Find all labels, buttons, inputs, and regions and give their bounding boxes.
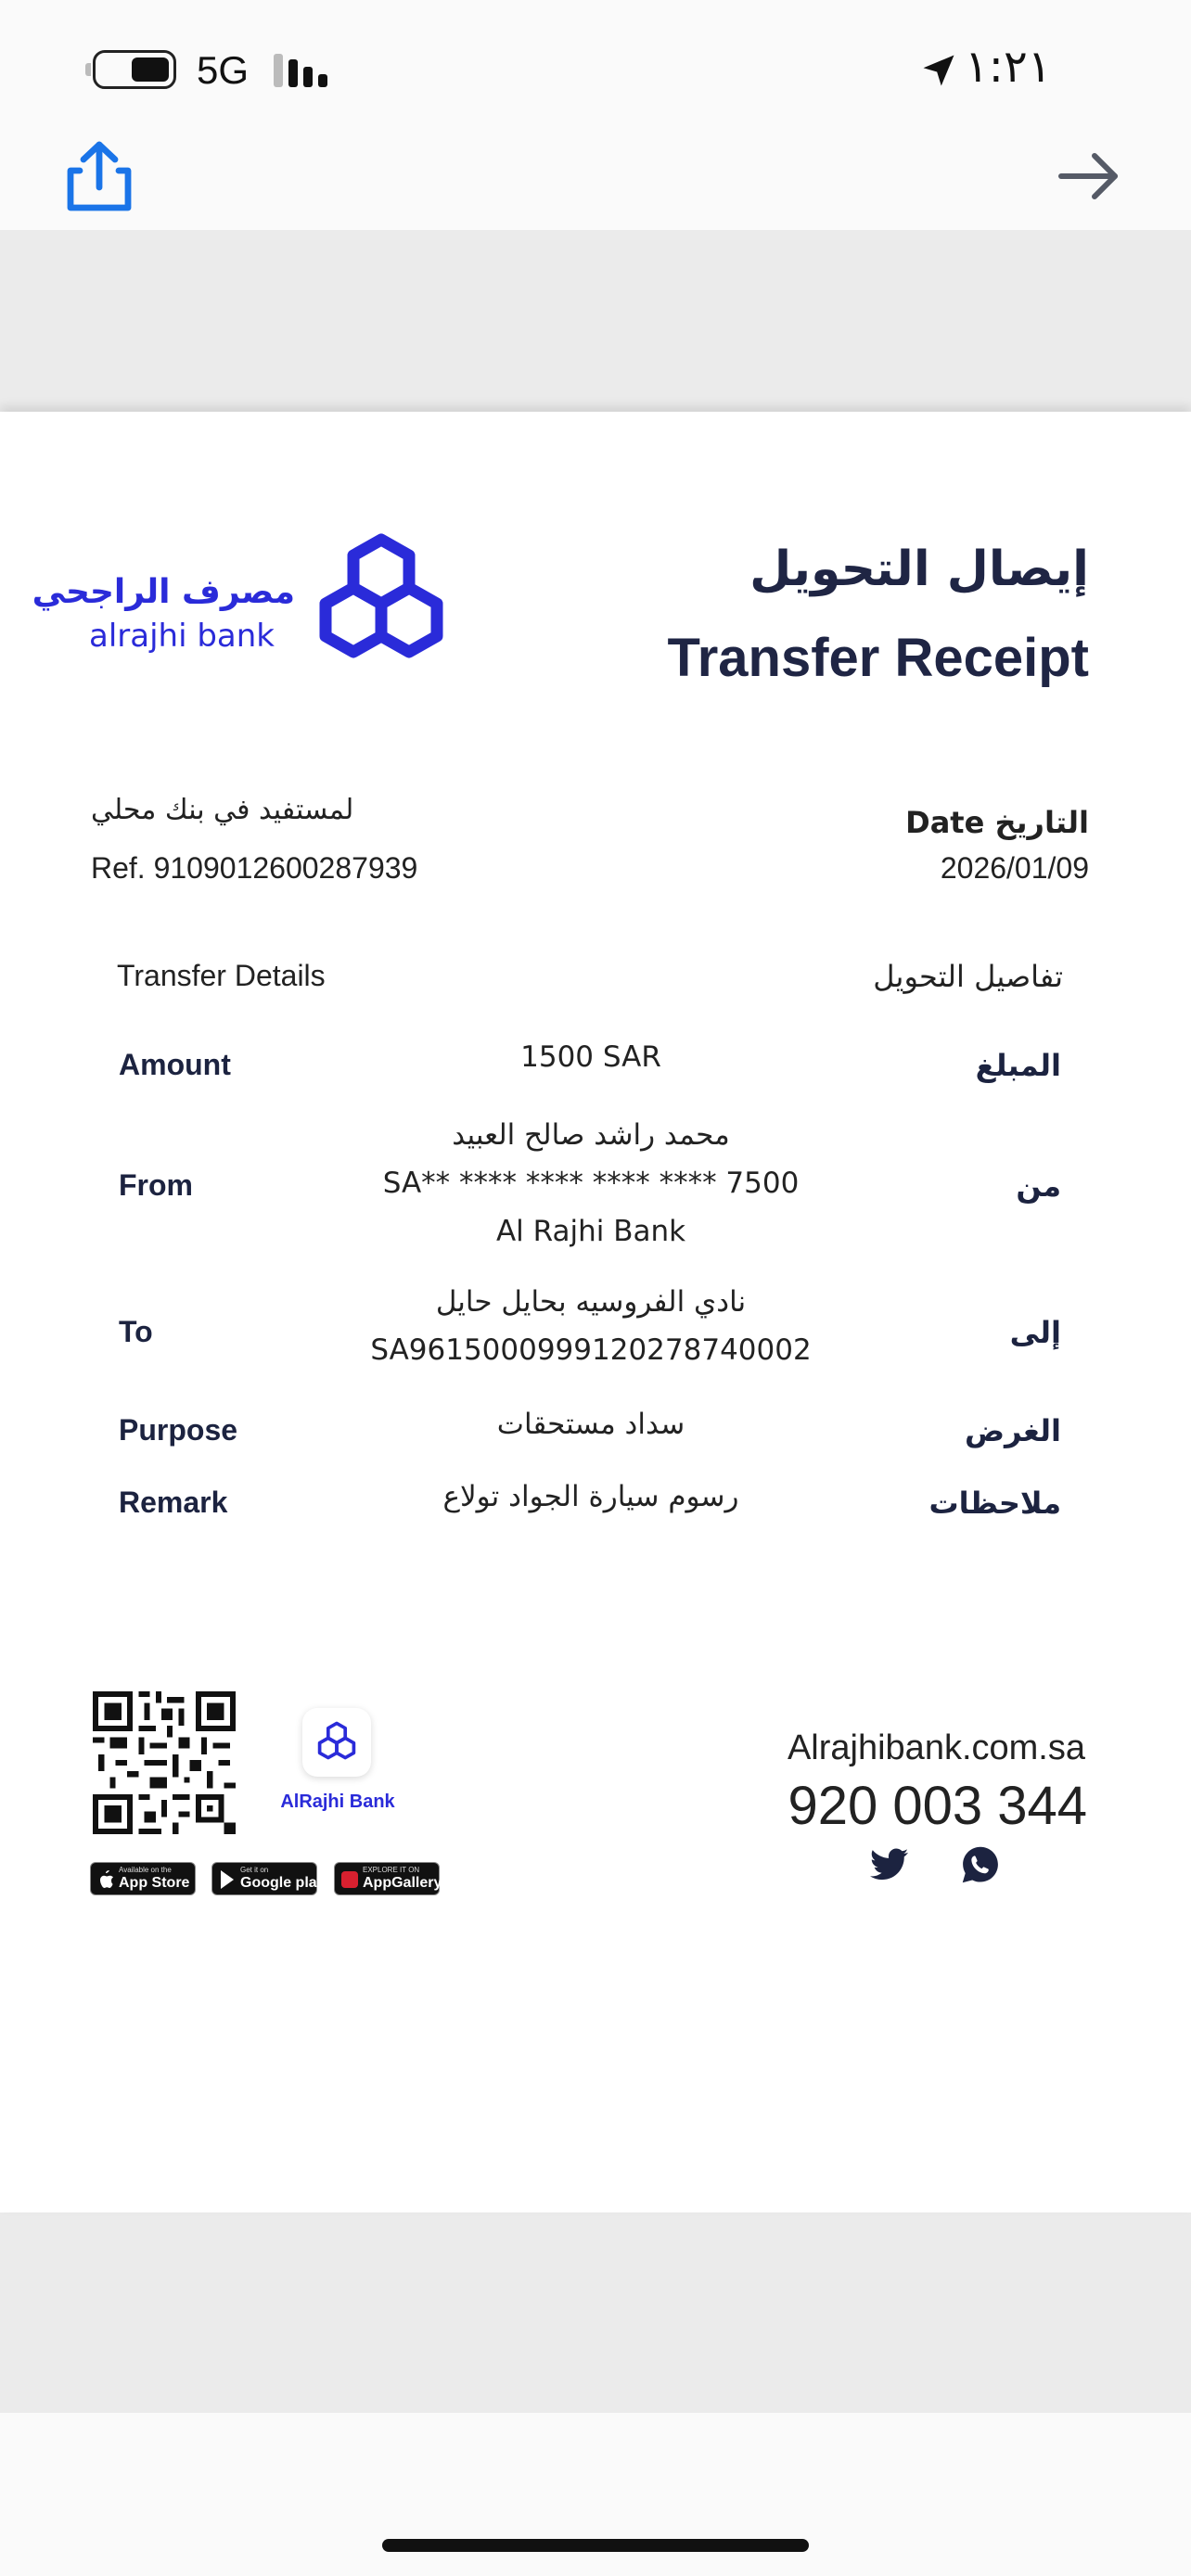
app-gallery-label: AppGallery bbox=[363, 1875, 442, 1891]
google-play-icon bbox=[218, 1869, 237, 1890]
beneficiary-type: لمستفيد في بنك محلي bbox=[91, 794, 354, 826]
app-store-small: Available on the bbox=[119, 1866, 172, 1874]
reference-number: Ref. 9109012600287939 bbox=[91, 851, 418, 885]
location-arrow-icon bbox=[918, 50, 959, 91]
alrajhi-logo-icon bbox=[312, 532, 451, 671]
huawei-icon bbox=[340, 1869, 359, 1890]
google-play-label: Google play bbox=[240, 1875, 326, 1891]
section-title: Transfer Details bbox=[117, 959, 326, 992]
whatsapp-icon[interactable] bbox=[961, 1845, 1000, 1884]
purpose-text: سداد مستحقات bbox=[496, 1408, 685, 1441]
date-value: 2026/01/09 bbox=[940, 851, 1089, 885]
google-play-badge[interactable] bbox=[211, 1862, 326, 1895]
beneficiary-iban: SA9615000999120278740002 bbox=[370, 1333, 812, 1367]
app-store-label: App Store bbox=[119, 1875, 190, 1891]
logo-english-text: alrajhi bank bbox=[89, 618, 275, 655]
alrajhi-app-icon bbox=[315, 1719, 358, 1766]
amount-label: Amount bbox=[119, 1048, 231, 1081]
document-background-bottom bbox=[0, 2211, 1191, 2413]
remark-label-arabic: ملاحظات bbox=[928, 1486, 1061, 1521]
alrajhi-logo bbox=[32, 532, 460, 671]
purpose-value bbox=[313, 1400, 869, 1448]
purpose-label: Purpose bbox=[119, 1413, 238, 1447]
signal-icon bbox=[274, 54, 339, 87]
status-bar bbox=[0, 0, 1191, 130]
to-value bbox=[313, 1278, 869, 1374]
remark-text: رسوم سيارة الجواد تولاع bbox=[442, 1480, 739, 1513]
remark-value bbox=[313, 1473, 869, 1521]
sender-account: SA** **** **** **** **** 7500 bbox=[382, 1167, 800, 1200]
qr-code[interactable] bbox=[93, 1691, 236, 1834]
sender-name: محمد راشد صالح العبيد bbox=[452, 1118, 730, 1152]
receipt-title-arabic: إيصال التحويل bbox=[749, 542, 1089, 597]
share-icon[interactable] bbox=[65, 139, 134, 213]
apple-icon bbox=[96, 1869, 115, 1890]
google-play-small: Get it on bbox=[240, 1866, 269, 1874]
date-label: Date التاريخ bbox=[905, 805, 1089, 840]
twitter-icon[interactable] bbox=[870, 1847, 909, 1882]
document-background bbox=[0, 230, 1191, 414]
amount-label-arabic: المبلغ bbox=[975, 1048, 1061, 1083]
app-gallery-badge[interactable] bbox=[334, 1862, 440, 1895]
amount-text: 1500 SAR bbox=[520, 1040, 661, 1074]
amount-value bbox=[313, 1033, 869, 1081]
to-label-arabic: إلى bbox=[1009, 1315, 1061, 1350]
logo-arabic-text: مصرف الراجحي bbox=[32, 573, 295, 611]
arrow-right-icon[interactable] bbox=[1057, 148, 1121, 204]
battery-icon bbox=[93, 50, 176, 89]
transfer-receipt bbox=[0, 412, 1191, 2213]
receipt-title: Transfer Receipt bbox=[667, 628, 1089, 688]
purpose-label-arabic: الغرض bbox=[965, 1413, 1061, 1448]
app-store-badge[interactable] bbox=[90, 1862, 196, 1895]
battery-tip bbox=[85, 63, 91, 76]
from-value bbox=[313, 1111, 869, 1256]
to-label: To bbox=[119, 1315, 153, 1348]
bank-phone[interactable]: 920 003 344 bbox=[788, 1776, 1087, 1836]
from-label-arabic: من bbox=[1016, 1168, 1061, 1204]
app-gallery-small: EXPLORE IT ON bbox=[363, 1866, 420, 1874]
from-label: From bbox=[119, 1168, 193, 1202]
beneficiary-name: نادي الفروسيه بحايل حايل bbox=[435, 1285, 747, 1319]
network-label: 5G bbox=[197, 48, 250, 92]
sender-bank: Al Rajhi Bank bbox=[495, 1215, 686, 1248]
bank-website[interactable]: Alrajhibank.com.sa bbox=[787, 1728, 1085, 1767]
app-icon-tile[interactable] bbox=[302, 1708, 371, 1777]
home-indicator[interactable] bbox=[382, 2539, 809, 2552]
status-time: ١:٢١ bbox=[965, 41, 1052, 93]
app-name: AlRajhi Bank bbox=[280, 1792, 395, 1812]
remark-label: Remark bbox=[119, 1486, 228, 1519]
section-title-arabic: تفاصيل التحويل bbox=[873, 959, 1063, 994]
